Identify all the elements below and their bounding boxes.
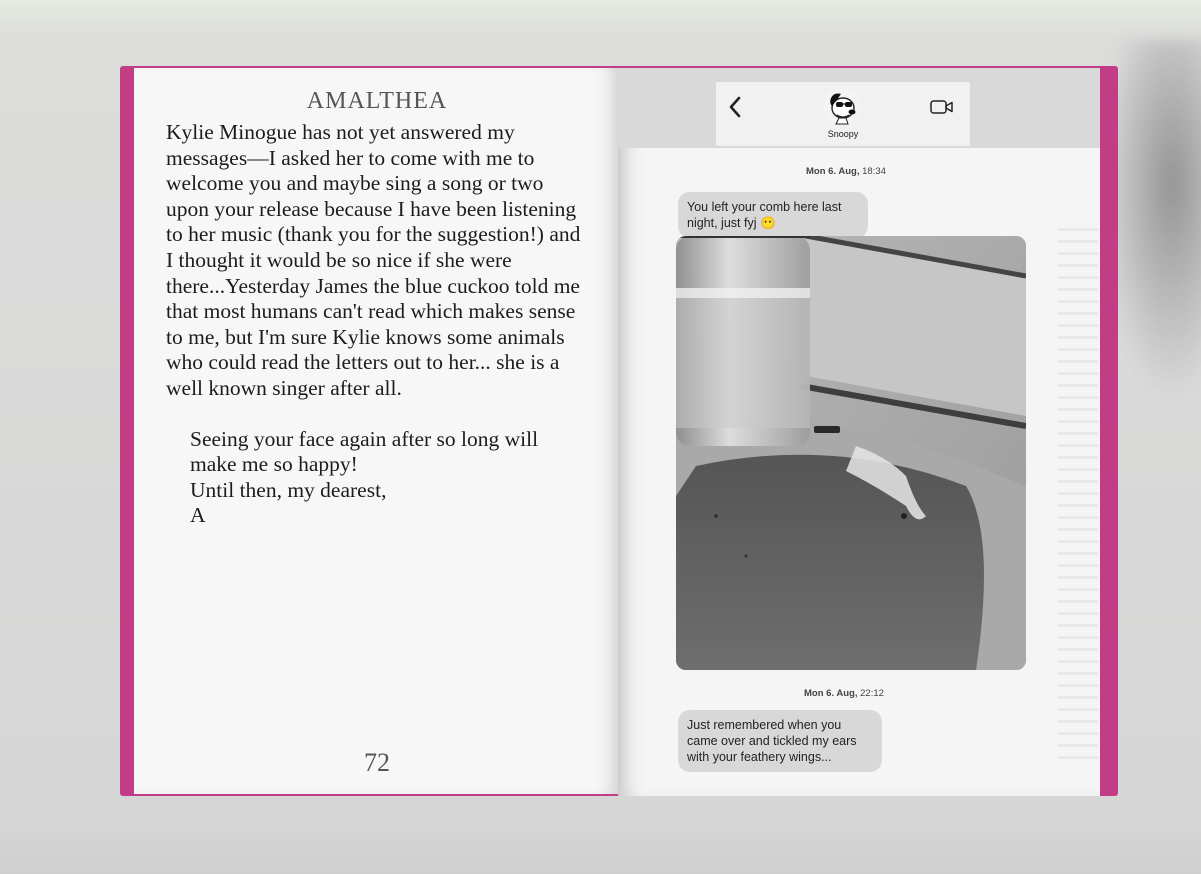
sink-with-glass-and-comb-photo[interactable] <box>676 236 1026 670</box>
contact-name: Snoopy <box>827 129 859 139</box>
letter-line: Seeing your face again after so long will make me so happy! <box>190 426 539 477</box>
letter-closing: Until then, my dearest, <box>190 477 387 502</box>
snoopy-avatar-icon[interactable] <box>822 86 862 126</box>
message-timestamp <box>806 166 886 177</box>
running-head: AMALTHEA <box>306 88 448 114</box>
letter-signature: A <box>190 503 206 528</box>
timestamp-date: Mon 6. Aug, <box>804 688 858 699</box>
message-text: You left your comb here last night, just fyj 😶 <box>687 200 842 230</box>
timestamp-time: 22:12 <box>860 688 884 699</box>
chat-header-bar <box>618 68 1100 148</box>
timestamp-date: Mon 6. Aug, <box>806 166 860 177</box>
right-page <box>618 68 1100 796</box>
chat-header <box>716 82 970 146</box>
letter-body <box>166 120 586 529</box>
photo-image <box>676 236 1026 670</box>
message-bubble[interactable] <box>678 192 868 238</box>
timestamp-time: 18:34 <box>862 166 886 177</box>
video-camera-icon[interactable] <box>930 98 954 116</box>
page-number: 72 <box>364 748 390 777</box>
message-timestamp <box>804 688 884 699</box>
letter-paragraph: Kylie Minogue has not yet answered my messages—I asked her to come with me to welcome you and maybe sing a song or two upon your release because I have been listening to her music (thank you for the suggestion!) and I thought it would be so nice if she were there...Yesterday James the blue cuckoo told me that most humans can't read which makes sense to me, but I'm sure Kylie knows some animals who could read the letters out to her... she is a well known singer after all. <box>166 120 581 400</box>
message-bubble[interactable] <box>678 710 882 772</box>
show-through-text <box>1058 228 1098 768</box>
message-text: Just remembered when you came over and tickled my ears with your feathery wings... <box>687 718 857 764</box>
left-page <box>134 68 620 794</box>
chevron-left-icon[interactable] <box>728 96 742 118</box>
